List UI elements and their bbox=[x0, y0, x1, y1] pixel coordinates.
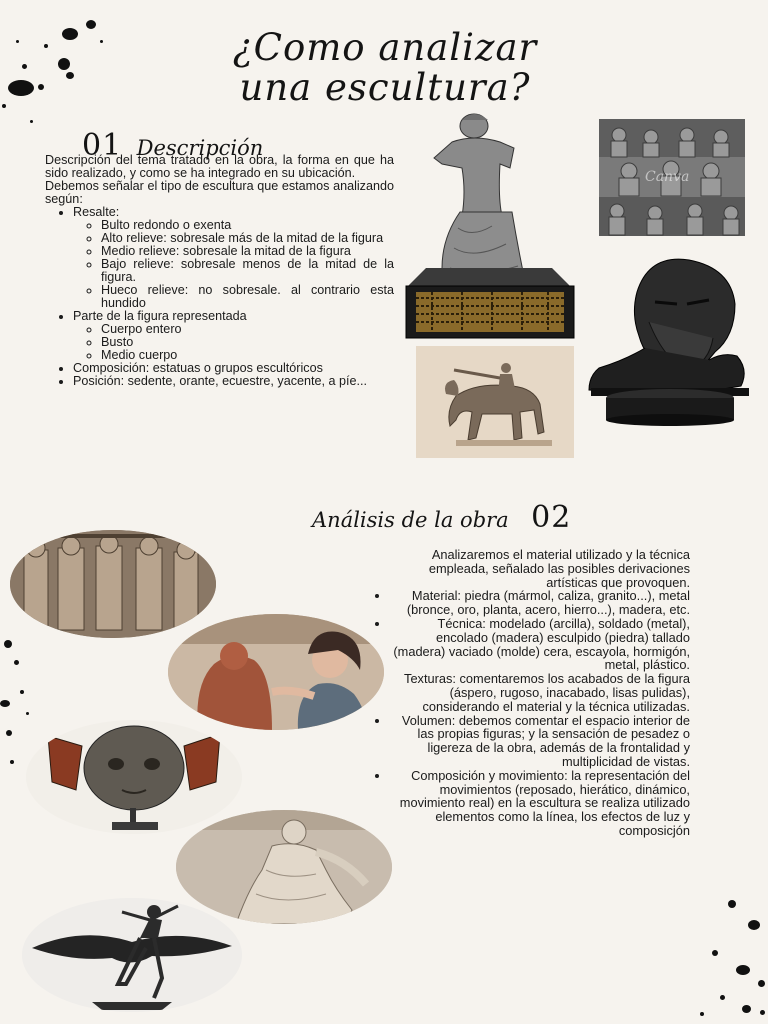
cathedral-relief-photo bbox=[10, 530, 216, 638]
list-item: ◦ Bajo relieve: sobresale menos de la mitad de la figura. bbox=[101, 258, 394, 284]
section1-intro-1: Descripción del tema tratado en la obra, la forma en que ha sido realizado, y como se ha integrado en su ubicación. bbox=[45, 153, 394, 180]
page-title bbox=[150, 28, 620, 108]
venus-statue-image bbox=[402, 108, 578, 340]
section1-intro-2: Debemos señalar el tipo de escultura que estamos analizando según: bbox=[45, 179, 394, 206]
dancer-sculpture-photo bbox=[22, 898, 242, 1012]
list-item: ◦ Medio cuerpo bbox=[101, 349, 394, 362]
list-item: • Texturas: comentaremos los acabados de la figura (áspero, rugoso, inacabado, lisas pulidas), considerando el material y la técnica utilizadas. bbox=[390, 672, 690, 713]
title-line-2: una escultura? bbox=[239, 66, 531, 109]
section1-title: Descripción bbox=[136, 136, 264, 160]
section2-list bbox=[380, 589, 690, 837]
list-item: • Técnica: modelado (arcilla), soldado (metal), encolado (madera) esculpido (piedra) tallado (madera) vaciado (molde) cera, escayola, hormigón, metal, plástico. bbox=[390, 617, 690, 672]
relieve-sublist bbox=[73, 219, 394, 310]
section1-body bbox=[45, 154, 394, 388]
canva-watermark: Canva bbox=[645, 169, 690, 185]
list-item: ◦ Hueco relieve: no sobresale. al contrario esta hundido bbox=[101, 284, 394, 310]
section1-number: 01 bbox=[82, 128, 123, 163]
relief-panel-image bbox=[599, 119, 745, 236]
list-item: ◦ Bulto redondo o exenta bbox=[101, 219, 394, 232]
parte-sublist bbox=[73, 323, 394, 362]
roman-statue-photo bbox=[176, 810, 392, 924]
list-item-parte: • Parte de la figura representada ◦ Cuerpo entero ◦ Busto ◦ Medio cuerpo bbox=[73, 310, 394, 362]
section1-list bbox=[45, 206, 394, 388]
section2-intro: Analizaremos el material utilizado y la técnica empleada, señalado las posibles derivaciones artísticas que provoquen. bbox=[428, 547, 690, 590]
title-line-1: ¿Como analizar bbox=[232, 26, 538, 69]
mask-sculpture-photo bbox=[26, 720, 242, 834]
section2-body bbox=[380, 548, 690, 838]
equestrian-statue-image bbox=[416, 346, 574, 458]
section2-number: 02 bbox=[531, 500, 572, 535]
list-item: • Volumen: debemos comentar el espacio interior de las propias figuras; y la sensación de pesadez o ligereza de la obra, además de la frontalidad y multiplicidad de vistas. bbox=[390, 714, 690, 769]
list-item-posicion: • Posición: sedente, orante, ecuestre, yacente, a píe... bbox=[73, 375, 394, 388]
list-item: ◦ Medio relieve: sobresale la mitad de la figura bbox=[101, 245, 394, 258]
bust-sculpture-image bbox=[585, 252, 751, 428]
list-item: • Composición y movimiento: la representación del movimientos (reposado, hierático, dinámico, movimiento real) en la escultura se realiza utilizado elementos como la línea, los efectos de luz y composicjón bbox=[390, 769, 690, 838]
list-item: ◦ Busto bbox=[101, 336, 394, 349]
list-item-resalte: • Resalte: ◦ Bulto redondo o exenta ◦ Alto relieve: sobresale más de la mitad de la figura ◦ Medio relieve: sobresale la mitad de la figura ◦ Bajo relieve: sobresale menos de la mitad de la figura. ◦ Hueco relieve: no sobresale. al contrario esta hundido bbox=[73, 206, 394, 310]
section2-heading bbox=[312, 500, 571, 535]
list-item: ◦ Alto relieve: sobresale más de la mitad de la figura bbox=[101, 232, 394, 245]
list-item: ◦ Cuerpo entero bbox=[101, 323, 394, 336]
sculptor-working-photo bbox=[168, 614, 384, 730]
section2-title: Análisis de la obra bbox=[312, 508, 509, 532]
list-item-composicion: • Composición: estatuas o grupos escultóricos bbox=[73, 362, 394, 375]
list-item: • Material: piedra (mármol, caliza, granito...), metal (bronce, oro, planta, acero, hierro...), madera, etc. bbox=[390, 589, 690, 617]
